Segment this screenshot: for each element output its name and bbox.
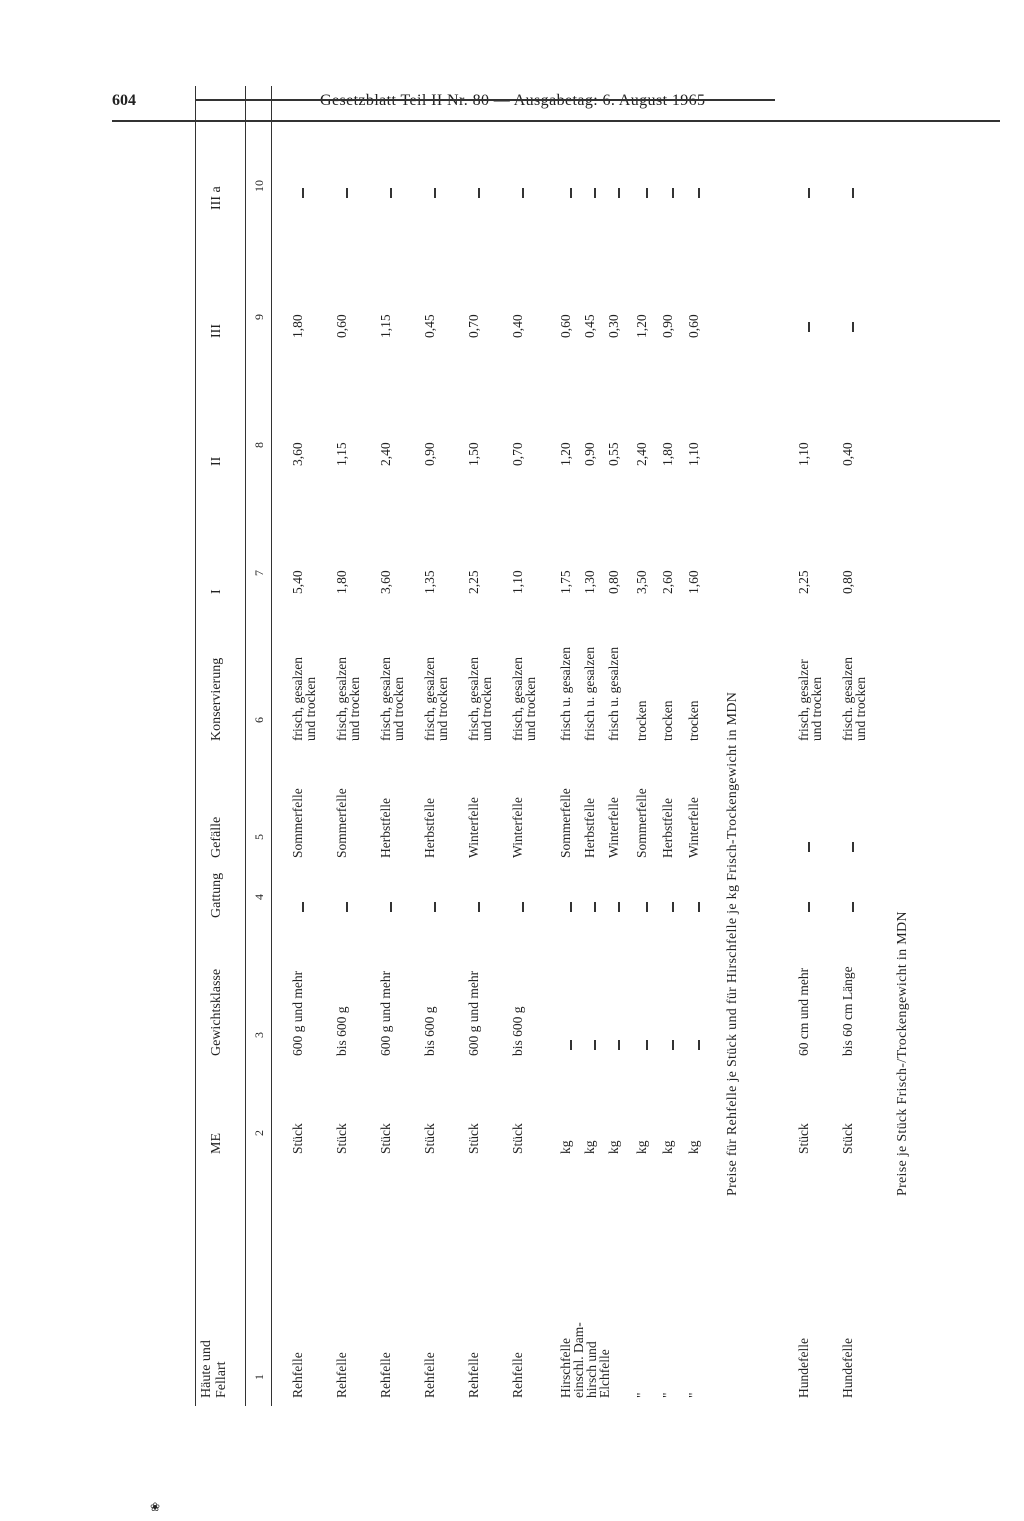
table-caption: Preise je Stück Frisch-/Trockengewicht in MDN — [895, 911, 910, 1196]
cell-gewicht: 600 g und mehr — [290, 970, 305, 1056]
cell-gefaelle: Winterfelle — [686, 797, 701, 858]
cell-gewicht: bis 60 cm Länge — [840, 966, 855, 1056]
cell-art: Hundefelle — [840, 1338, 855, 1398]
cell-art: Hirschfelle — [558, 1338, 573, 1398]
cell-konserv: und trocken — [479, 676, 494, 741]
header-c3: Gewichtsklasse — [209, 968, 224, 1056]
cell-i: 3,60 — [378, 570, 393, 594]
cell-art: Rehfelle — [422, 1352, 437, 1398]
cell-gewicht: bis 600 g — [510, 1006, 525, 1056]
cell-gewicht-dash — [611, 1040, 626, 1050]
cell-ii: 1,50 — [466, 442, 481, 466]
cell-art: hirsch und — [584, 1341, 599, 1398]
cell-konserv: und trocken — [303, 676, 318, 741]
header-c6: Konservierung — [209, 657, 224, 741]
cell-ii: 0,55 — [606, 442, 621, 466]
cell-konserv: und trocken — [853, 676, 868, 741]
cell-me: kg — [606, 1140, 621, 1154]
header-c5: Gefälle — [209, 816, 224, 858]
cell-art: " — [660, 1392, 675, 1398]
cell-konserv: frisch, gesalzen — [334, 657, 349, 741]
header-c10: III a — [209, 186, 224, 210]
cell-i: 2,25 — [466, 570, 481, 594]
cell-iiia-dash — [471, 188, 486, 198]
column-number: 3 — [252, 1032, 266, 1038]
cell-gewicht-dash — [587, 1040, 602, 1050]
cell-konserv: und trocken — [809, 676, 824, 741]
cell-gattung-dash — [587, 902, 602, 912]
cell-i: 5,40 — [290, 570, 305, 594]
cell-gefaelle-dash — [845, 842, 860, 852]
header-c1-line: Häute und — [199, 1340, 214, 1398]
table-caption: Preise für Rehfelle je Stück und für Hirschfelle je kg Frisch-Trockengewicht in MDN — [725, 691, 740, 1196]
cell-gattung-dash — [515, 902, 530, 912]
column-number: 1 — [252, 1374, 266, 1380]
cell-iiia-dash — [563, 188, 578, 198]
cell-gattung-dash — [295, 902, 310, 912]
cell-konserv: trocken — [660, 700, 675, 741]
cell-iiia-dash — [427, 188, 442, 198]
header-c4: Gattung — [209, 872, 224, 918]
cell-art: Rehfelle — [290, 1352, 305, 1398]
cell-ii: 1,15 — [334, 442, 349, 466]
cell-art: " — [634, 1392, 649, 1398]
cell-iii-dash — [845, 322, 860, 332]
column-number: 4 — [252, 894, 266, 900]
cell-i: 1,75 — [558, 570, 573, 594]
cell-konserv: und trocken — [347, 676, 362, 741]
cell-iii: 0,45 — [582, 314, 597, 338]
cell-me: Stück — [796, 1123, 811, 1154]
cell-konserv: frisch, gesalzen — [290, 657, 305, 741]
cell-konserv: trocken — [686, 700, 701, 741]
cell-art: Rehfelle — [510, 1352, 525, 1398]
cell-ii: 2,40 — [378, 442, 393, 466]
cell-art: Elchfelle — [597, 1349, 612, 1398]
cell-i: 1,80 — [334, 570, 349, 594]
table-separator-lower — [715, 99, 775, 101]
header-c7: I — [209, 589, 224, 594]
cell-me: Stück — [290, 1123, 305, 1154]
cell-iii: 0,90 — [660, 314, 675, 338]
column-number: 8 — [252, 442, 266, 448]
table-top-rule — [195, 86, 196, 1406]
cell-i: 1,10 — [510, 570, 525, 594]
cell-gattung-dash — [639, 902, 654, 912]
header-c2: ME — [209, 1133, 224, 1154]
cell-i: 2,25 — [796, 570, 811, 594]
cell-gewicht: 600 g und mehr — [378, 970, 393, 1056]
cell-art: einschl. Dam- — [571, 1322, 586, 1398]
margin-mark: ❀ — [150, 1500, 161, 1514]
cell-me: Stück — [840, 1123, 855, 1154]
cell-ii: 3,60 — [290, 442, 305, 466]
cell-konserv: frisch, gesalzen — [378, 657, 393, 741]
cell-iiia-dash — [691, 188, 706, 198]
cell-iii: 0,60 — [334, 314, 349, 338]
cell-art: Rehfelle — [378, 1352, 393, 1398]
cell-konserv: frisch u. gesalzen — [606, 646, 621, 741]
cell-konserv: frisch u. gesalzen — [558, 646, 573, 741]
cell-i: 1,35 — [422, 570, 437, 594]
cell-iii-dash — [801, 322, 816, 332]
cell-i: 0,80 — [840, 570, 855, 594]
cell-gefaelle: Winterfelle — [466, 797, 481, 858]
cell-ii: 0,90 — [422, 442, 437, 466]
cell-ii: 0,70 — [510, 442, 525, 466]
cell-me: Stück — [422, 1123, 437, 1154]
cell-me: kg — [660, 1140, 675, 1154]
cell-konserv: und trocken — [523, 676, 538, 741]
header-number-rule — [245, 86, 246, 1406]
cell-gattung-dash — [845, 902, 860, 912]
cell-ii: 1,80 — [660, 442, 675, 466]
header-bottom-rule — [271, 86, 272, 1406]
cell-art: Rehfelle — [466, 1352, 481, 1398]
cell-gattung-dash — [665, 902, 680, 912]
cell-me: kg — [582, 1140, 597, 1154]
column-number: 5 — [252, 834, 266, 840]
cell-konserv: trocken — [634, 700, 649, 741]
cell-me: kg — [686, 1140, 701, 1154]
cell-me: kg — [634, 1140, 649, 1154]
cell-konserv: frisch. gesalzen — [840, 657, 855, 741]
cell-konserv: und trocken — [435, 676, 450, 741]
cell-gewicht: 600 g und mehr — [466, 970, 481, 1056]
cell-me: kg — [558, 1140, 573, 1154]
cell-i: 1,60 — [686, 570, 701, 594]
cell-gefaelle: Sommerfelle — [558, 788, 573, 858]
cell-gefaelle: Herbstfelle — [660, 798, 675, 858]
cell-gattung-dash — [383, 902, 398, 912]
cell-iii: 0,30 — [606, 314, 621, 338]
column-number: 2 — [252, 1130, 266, 1136]
cell-iiia-dash — [845, 188, 860, 198]
cell-konserv: frisch, gesalzen — [510, 657, 525, 741]
page-number: 604 — [112, 92, 136, 109]
cell-iii: 0,60 — [558, 314, 573, 338]
cell-gewicht-dash — [639, 1040, 654, 1050]
cell-konserv: frisch u. gesalzen — [582, 646, 597, 741]
cell-iiia-dash — [665, 188, 680, 198]
table-separator — [195, 99, 775, 101]
cell-art: " — [686, 1392, 701, 1398]
cell-gefaelle-dash — [801, 842, 816, 852]
cell-iii: 0,70 — [466, 314, 481, 338]
cell-ii: 1,10 — [686, 442, 701, 466]
header-c9: III — [209, 324, 224, 338]
cell-gewicht: 60 cm und mehr — [796, 967, 811, 1056]
cell-iiia-dash — [639, 188, 654, 198]
cell-gefaelle: Herbstfelle — [422, 798, 437, 858]
cell-ii: 2,40 — [634, 442, 649, 466]
cell-gefaelle: Winterfelle — [606, 797, 621, 858]
cell-i: 2,60 — [660, 570, 675, 594]
cell-gefaelle: Sommerfelle — [290, 788, 305, 858]
cell-konserv: frisch, gesalzen — [422, 657, 437, 741]
cell-i: 1,30 — [582, 570, 597, 594]
cell-ii: 0,40 — [840, 442, 855, 466]
cell-ii: 1,20 — [558, 442, 573, 466]
column-number: 10 — [252, 180, 266, 192]
cell-gattung-dash — [801, 902, 816, 912]
column-number: 9 — [252, 314, 266, 320]
column-number: 7 — [252, 570, 266, 576]
cell-ii: 0,90 — [582, 442, 597, 466]
cell-konserv: frisch, gesalzen — [466, 657, 481, 741]
cell-gewicht-dash — [665, 1040, 680, 1050]
column-number: 6 — [252, 717, 266, 723]
cell-me: Stück — [466, 1123, 481, 1154]
cell-gewicht-dash — [563, 1040, 578, 1050]
cell-i: 3,50 — [634, 570, 649, 594]
cell-gattung-dash — [339, 902, 354, 912]
cell-konserv: und trocken — [391, 676, 406, 741]
cell-konserv: frisch, gesalzer — [796, 659, 811, 741]
cell-gattung-dash — [471, 902, 486, 912]
cell-iiia-dash — [339, 188, 354, 198]
cell-me: Stück — [334, 1123, 349, 1154]
cell-iiia-dash — [587, 188, 602, 198]
cell-gattung-dash — [563, 902, 578, 912]
cell-iii: 1,80 — [290, 314, 305, 338]
cell-gattung-dash — [691, 902, 706, 912]
price-table — [195, 86, 910, 1406]
cell-me: Stück — [510, 1123, 525, 1154]
cell-iii: 0,60 — [686, 314, 701, 338]
cell-gefaelle: Sommerfelle — [634, 788, 649, 858]
cell-ii: 1,10 — [796, 442, 811, 466]
cell-art: Rehfelle — [334, 1352, 349, 1398]
cell-gefaelle: Sommerfelle — [334, 788, 349, 858]
cell-iiia-dash — [383, 188, 398, 198]
cell-gefaelle: Winterfelle — [510, 797, 525, 858]
header-c1-line: Fellart — [214, 1361, 229, 1398]
cell-iii: 1,20 — [634, 314, 649, 338]
cell-iiia-dash — [295, 188, 310, 198]
cell-gewicht: bis 600 g — [422, 1006, 437, 1056]
cell-iiia-dash — [611, 188, 626, 198]
cell-gattung-dash — [611, 902, 626, 912]
cell-i: 0,80 — [606, 570, 621, 594]
cell-gewicht-dash — [691, 1040, 706, 1050]
cell-gefaelle: Herbstfelle — [582, 798, 597, 858]
header-c8: II — [209, 456, 224, 466]
cell-iiia-dash — [801, 188, 816, 198]
cell-iii: 0,40 — [510, 314, 525, 338]
cell-gewicht: bis 600 g — [334, 1006, 349, 1056]
cell-iiia-dash — [515, 188, 530, 198]
cell-me: Stück — [378, 1123, 393, 1154]
cell-iii: 0,45 — [422, 314, 437, 338]
cell-gefaelle: Herbstfelle — [378, 798, 393, 858]
cell-gattung-dash — [427, 902, 442, 912]
cell-iii: 1,15 — [378, 314, 393, 338]
cell-art: Hundefelle — [796, 1338, 811, 1398]
